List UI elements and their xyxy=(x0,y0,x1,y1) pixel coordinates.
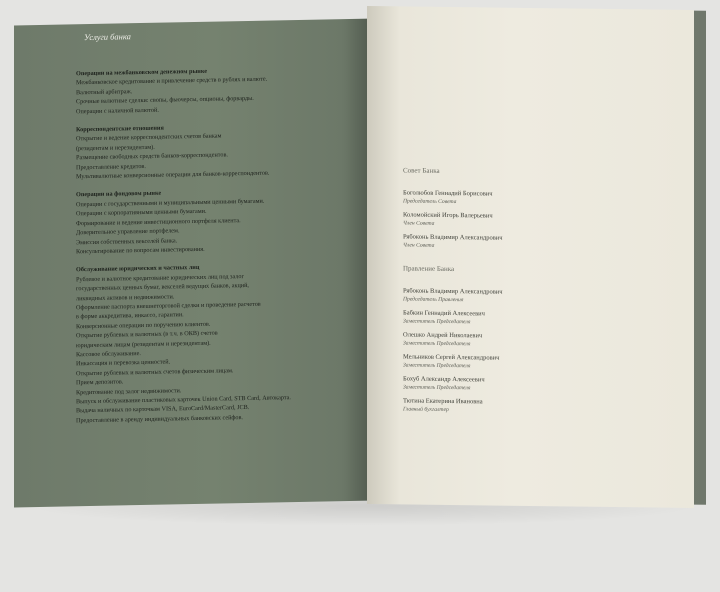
board-member xyxy=(403,210,503,228)
service-line: Доверительное управление портфелем. xyxy=(76,227,180,237)
member-role: Заместитель Председателя xyxy=(403,340,471,348)
service-line: Кредитование под залог недвижимости. xyxy=(76,386,182,396)
service-line: Межбанковское кредитование и привлечение средств в рублях и валюте. xyxy=(76,76,268,87)
service-line: Операции с наличной валютой. xyxy=(76,106,159,115)
service-line: Мультивалютные конверсионные операции для банков-корреспондентов. xyxy=(76,169,270,181)
member-name: Рябоконь Владимир Александрович xyxy=(403,233,503,242)
member-name: Бабкин Геннадий Алексеевич xyxy=(403,309,485,318)
service-line: Открытие и ведение корреспондентских счетов банкам xyxy=(76,132,222,143)
member-name: Олешко Андрей Николаевич xyxy=(403,331,483,340)
service-line: Предоставление кредитов. xyxy=(76,162,146,171)
group-title-council: Совет Банка xyxy=(403,166,440,175)
board-member xyxy=(403,374,503,392)
service-section xyxy=(76,64,351,116)
service-line: Открытие рублевых и валютных счетов физическим лицам. xyxy=(76,367,234,378)
member-role: Член Совета xyxy=(403,220,435,227)
section-title: Корреспондентские отношения xyxy=(76,124,164,134)
service-line: Консультирование по вопросам инвестирования. xyxy=(76,245,205,256)
service-line: Рублевое и валютное кредитование юридических лиц под залог xyxy=(76,272,245,283)
board-member xyxy=(403,308,503,326)
member-name: Рябоконь Владимир Александрович xyxy=(403,287,503,296)
section-title: Операции на фондовом рынке xyxy=(76,190,162,199)
service-line: Размещение свободных средств банков-корреспондентов. xyxy=(76,151,228,162)
member-name: Тютина Екатерина Ивановна xyxy=(403,397,483,406)
member-role: Член Совета xyxy=(403,242,435,249)
service-line: юридическим лицам (резидентам и нерезидентам). xyxy=(76,339,211,349)
member-name: Бохуб Александр Алексеевич xyxy=(403,375,485,384)
service-line: Выдача наличных по карточкам VISA, EuroCard/MasterCard, JCB. xyxy=(76,404,250,415)
service-line: Формирование и ведение инвестиционного портфеля клиента. xyxy=(76,216,241,227)
board-member xyxy=(403,232,503,250)
service-line: Оформление паспорта внешнеторговой сделки и проведение расчетов xyxy=(76,300,261,312)
member-role: Заместитель Председателя xyxy=(403,318,471,326)
member-role: Председатель Правления xyxy=(403,296,464,304)
service-line: Кассовое обслуживание. xyxy=(76,349,141,359)
member-role: Заместитель Председателя xyxy=(403,384,471,392)
board-member xyxy=(403,352,503,370)
member-name: Мельников Сергей Александрович xyxy=(403,353,500,362)
service-line: Прием депозитов. xyxy=(76,378,124,387)
service-line: государственных ценных бумаг, векселей ведущих банков, акций, xyxy=(76,282,249,293)
service-line: Открытие рублевых и валютных (в т.ч. в ОКВ) счетов xyxy=(76,329,218,340)
service-line: ликвидных активов и недвижимости. xyxy=(76,292,175,302)
left-page xyxy=(14,19,375,508)
service-line: Операции с корпоративными ценными бумагами. xyxy=(76,208,207,218)
service-line: Выпуск и обслуживание пластиковых карточек Union Card, STB Card, Автокарта. xyxy=(76,394,291,406)
service-section xyxy=(76,185,351,256)
service-section xyxy=(76,260,351,425)
service-line: Инкассация и перевозка ценностей. xyxy=(76,358,171,368)
service-section xyxy=(76,120,351,182)
section-title: Операции на межбанковском денежном рынке xyxy=(76,67,208,78)
section-title: Обслуживание юридических и частных лиц xyxy=(76,264,200,274)
member-role: Председатель Совета xyxy=(403,198,457,206)
board-member xyxy=(403,286,503,304)
service-line: Срочные валютные сделки: свопы, фьючерсы, опционы, форварды. xyxy=(76,95,254,106)
service-line: Предоставление в аренду индивидуальных банковских сейфов. xyxy=(76,413,243,425)
group-title-board: Правление Банка xyxy=(403,264,455,274)
service-line: Конверсионные операции по поручению клиентов. xyxy=(76,320,211,331)
member-role: Заместитель Председателя xyxy=(403,362,471,370)
member-name: Коломойский Игорь Валерьевич xyxy=(403,211,493,220)
service-line: (резидентам и нерезидентам). xyxy=(76,143,155,153)
services-list xyxy=(76,64,351,434)
member-role: Главный бухгалтер xyxy=(403,406,449,414)
service-line: в форме аккредитива, инкассо, гарантии. xyxy=(76,311,184,321)
right-page xyxy=(367,6,694,508)
service-line: Операции с государственными и муниципальными ценными бумагами. xyxy=(76,197,265,209)
service-line: Эмиссия собственных векселей банка. xyxy=(76,236,178,246)
board-member xyxy=(403,188,503,206)
board-member xyxy=(403,396,503,414)
board-list xyxy=(403,166,503,419)
service-line: Валютный арбитраж. xyxy=(76,88,133,97)
board-member xyxy=(403,330,503,348)
member-name: Боголюбов Геннадий Борисович xyxy=(403,189,493,198)
page-header: Услуги банка xyxy=(84,31,131,43)
